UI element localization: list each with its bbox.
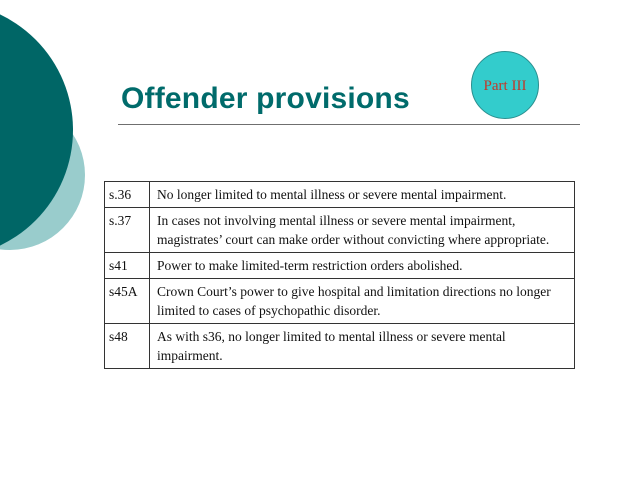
title-underline — [118, 124, 580, 125]
decorative-circles — [0, 0, 120, 300]
section-cell: s48 — [105, 324, 150, 369]
table-row — [105, 253, 575, 279]
section-cell: s.37 — [105, 208, 150, 253]
table-row — [105, 324, 575, 369]
section-cell: s.36 — [105, 182, 150, 208]
section-cell: s41 — [105, 253, 150, 279]
table-row — [105, 279, 575, 324]
description-cell: As with s36, no longer limited to mental illness or severe mental impairment. — [150, 324, 575, 369]
description-cell: In cases not involving mental illness or severe mental impairment, magistrates’ court can make order without convicting where appropriate. — [150, 208, 575, 253]
description-cell: Crown Court’s power to give hospital and limitation directions no longer limited to cases of psychopathic disorder. — [150, 279, 575, 324]
table-row — [105, 208, 575, 253]
description-cell: No longer limited to mental illness or severe mental impairment. — [150, 182, 575, 208]
part-badge — [471, 51, 539, 119]
part-badge-label: Part III — [483, 78, 527, 94]
section-cell: s45A — [105, 279, 150, 324]
table-row — [105, 182, 575, 208]
description-cell: Power to make limited-term restriction orders abolished. — [150, 253, 575, 279]
provisions-table — [104, 181, 575, 369]
slide-title: Offender provisions — [121, 82, 410, 115]
